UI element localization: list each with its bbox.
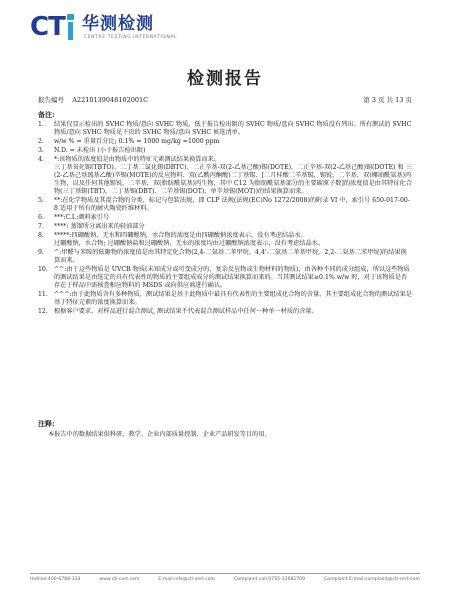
footer-complaint-email: Complaint E-mail:complaint@cti-cert.com: [324, 577, 420, 582]
report-header: [30, 12, 430, 52]
note-text: w/w % = 重量百分比; 0.1% = 1000 mg/kg =1000 ppm: [54, 138, 220, 145]
note-item: [38, 249, 412, 265]
logo-letters: CT: [30, 12, 65, 42]
logo-tagline: CENTRE TESTING INTERNATIONAL: [84, 35, 178, 40]
note-text: 根据客户要求，对样品进行混合测试, 测试结果不代表混合测试样品中任何一种单一材质的含量。: [54, 308, 318, 315]
note-text: ^^^:由于此物质含有多种物质，测试结果是基于此物质中最具有代表性的主要组成化合物的含量，其主要组成化合物的测试结果是基于特征元素的浓度换算而来。: [54, 291, 412, 307]
report-meta: [38, 95, 412, 105]
note-text: ***:C.I.:颜料索引号: [54, 214, 110, 222]
notes-list: [38, 121, 412, 317]
note-number: 12.: [38, 308, 48, 315]
notes-heading: 备注:: [38, 110, 55, 119]
footer-divider: [30, 573, 420, 574]
note-text: **:在化学物质及其混合物的分类，标记与包装法规，即 CLP 法规(法规(EC)No 1272/2008)的附录 VI 中，索引号 650-017-00-8 适用于所有的耐火陶瓷纤维材料。: [54, 197, 410, 213]
note-text: 三丁基氧化锡(TBTO)、二丁基二氯化锡(DBTC)、二正辛基-双(2-乙基己酸)锡(DOTE)、二正辛基-双(2-乙基己酸)锡(DOTE) 和 三(2-乙基己基巯基乙酸)辛锡(MOTE)的反应物料、双(乙酰丙酮酸)二丁基锡、[二月桂酸二辛基锡，锡锐，二辛基，双(椰油酰氨基)丙生物，以及任何其他锡锐，二辛基，双(脂肪酰氨基)丙生物，其中 C12 为脂肪酰氨基部分的主要碳原子数]的浓度值是由其特征化合物(三丁基锡(TBT)、二丁基锡(DBT)、二辛基锡(DOT)、单辛基锡(MOT))的结果换算而来。: [54, 163, 412, 196]
footer-complaint-call: Complaint call:0755-33681700: [233, 577, 306, 582]
note-text: 结果仅显示检出的 SVHC 物质/意向 SVHC 物质，低于报告检出限的 SVHC 物质/意向 SVHC 物质没有列出。所有测试的 SVHC 物质/意向 SVHC 物质见下页的 SVHC 物质/意向 SVHC 候选清单。: [54, 121, 412, 137]
footer-website: www.cti-cert.com: [99, 577, 140, 582]
report-number: [38, 95, 148, 104]
note-number: 9.: [38, 248, 44, 256]
page-number: 第 3 页 共 13 页: [363, 96, 412, 104]
note-item: [38, 138, 412, 146]
logo-i-bar-icon: [68, 22, 73, 40]
logo-i-dot-icon: [67, 14, 74, 20]
note-item: [38, 121, 412, 137]
note-number: 3.: [38, 146, 44, 154]
note-number: 8.: [38, 231, 44, 239]
remark-text: 本报告中的数据结果供科研、教学、企业内部质量控制、企业产品研发等目的用。: [48, 431, 271, 438]
page-title: 检测报告: [187, 69, 263, 89]
note-text: N.D. = 未检出 (小于报告检出限): [54, 146, 146, 154]
remark-heading: 注释:: [38, 419, 55, 428]
note-item: [38, 197, 412, 213]
note-number: 4.: [38, 155, 44, 163]
note-number: 7.: [38, 223, 44, 230]
footer-hotline: Hotline:400-6788-333: [30, 577, 81, 582]
report-number-label: 报告编号: [38, 96, 64, 104]
note-text: 过硼酸钠，水合物; 过硼酸钠盐和过硼酸钠，无水的浓度均由过硼酸钠浓度表示，没有考虑结晶水。: [54, 240, 325, 247]
note-text: ^^:由于这些物质是 UVCB 物质(未知成分或可变成分的，复杂反应物或生物材料的物质)，由各种不同的成分组成，所以这些物质的测试结果是由选定的具有代表性的物质的主要组成成分的测试结果换算而来的。当其测试结果≥0.1% w/w 时，对于该物质是否存在于样品中需核查相应物料的 MSDS 或向供应商进行确认。: [54, 265, 410, 290]
note-item: [38, 266, 412, 291]
note-item: [38, 214, 412, 222]
note-item: [38, 223, 412, 231]
note-text: ^:甲醛与苯胺的低聚物的浓度值是由其特定化合物(2,4-二氨基二苯甲烷、4,4'-二氨基二苯基甲烷、2,2-二氨基二苯甲烷)的结果换算而来。: [54, 248, 407, 264]
note-number: 2.: [38, 138, 44, 145]
note-number: 6.: [38, 214, 44, 222]
note-item: [38, 156, 412, 197]
cti-logo: [30, 12, 82, 42]
footer-email: E-mail:info@cti-cert.com: [158, 577, 216, 582]
note-item: [38, 147, 412, 155]
note-number: 1.: [38, 121, 44, 128]
note-number: 11.: [38, 291, 48, 298]
page-footer: [30, 577, 420, 582]
note-number: 10.: [38, 265, 48, 273]
note-item: [38, 308, 412, 316]
note-text: *****:四硼酸钠，无水和四硼酸钠，水合物的浓度是由四硼酸钠浓度表示，没有考虑结晶水。: [54, 231, 307, 239]
note-text: ****: 蒸馏所分离出来的轻油部分: [54, 223, 145, 230]
report-number-value: A2210139048102001C: [72, 96, 149, 104]
note-item: [38, 291, 412, 307]
note-item: [38, 232, 412, 248]
note-number: 5.: [38, 197, 44, 205]
note-text: *:该物质的浓度值是由物质中的特征元素测试结果换算而来。: [54, 155, 221, 163]
logo-chinese-name: 华测检测: [82, 14, 154, 34]
